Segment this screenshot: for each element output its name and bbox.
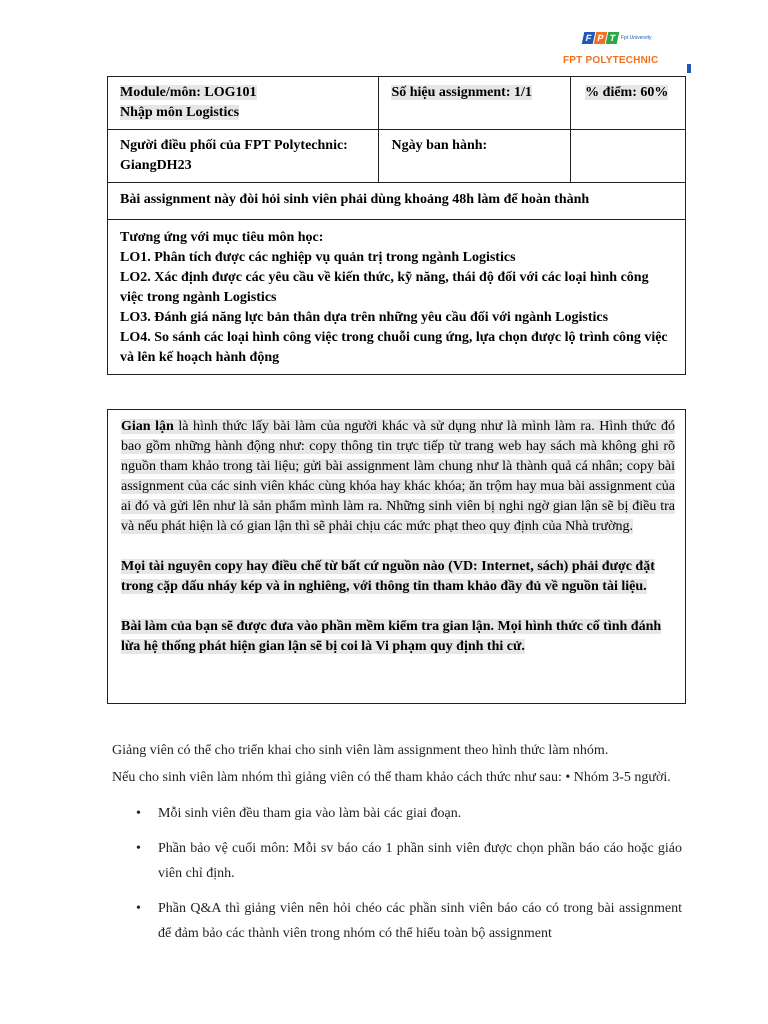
list-item [112, 896, 682, 946]
table-row [108, 130, 686, 183]
assignment-number: Số hiệu assignment: 1/1 [391, 85, 532, 100]
list-item [112, 836, 682, 886]
group-rules-list [112, 801, 682, 946]
module-cell [108, 77, 379, 130]
list-item-text: Phần bảo vệ cuối môn: Mỗi sv báo cáo 1 phần sinh viên được chọn phần báo cáo hoặc giáo viên chỉ định. [158, 841, 682, 881]
bullet-icon: • [136, 806, 141, 821]
objective-lo3: LO3. Đánh giá năng lực bản thân dựa trên những yêu cầu đối với ngành Logistics [120, 310, 609, 325]
paragraph-group-intro: Giảng viên có thể cho triển khai cho sinh viên làm assignment theo hình thức làm nhóm. [112, 743, 609, 758]
logo-letter-t: T [606, 32, 620, 44]
list-item-text: Phần Q&A thì giảng viên nên hỏi chéo các phần sinh viên báo cáo có trong bài assignment để đảm bảo các thành viên trong nhóm có thể hiểu toàn bộ assignment [158, 901, 682, 941]
fpt-logo-mark [583, 32, 618, 44]
text-cursor-marker [687, 64, 691, 73]
paragraph-group-guidance: Nếu cho sinh viên làm nhóm thì giảng viên có thể tham khảo cách thức như sau: • Nhóm 3-5 người. [112, 770, 671, 785]
table-row [108, 183, 686, 220]
bullet-icon: • [136, 901, 141, 916]
plagiarism-check-text: Bài làm của bạn sẽ được đưa vào phần mềm kiểm tra gian lận. Mọi hình thức cố tình đánh lừa hệ thống phát hiện gian lận sẽ bị coi là Vi phạm quy định thi cử. [121, 619, 662, 654]
objective-lo2: LO2. Xác định được các yêu cầu về kiến thức, kỹ năng, thái độ đối với các loại hình công việc trong ngành Logistics [120, 270, 649, 305]
duration-text: Bài assignment này đòi hỏi sinh viên phải dùng khoảng 48h làm để hoàn thành [120, 192, 590, 207]
duration-cell [108, 183, 686, 220]
logo-tagline: Fpt University [621, 35, 652, 41]
empty-cell [571, 130, 686, 183]
percent-score: % điểm: 60% [585, 85, 669, 100]
cheating-definition-text: là hình thức lấy bài làm của người khác và sử dụng như là mình làm ra. Hình thức đó bao gồm những hành động như: copy thông tin trực tiếp từ trang web hay sách mà không ghi rõ nguồn tham khảo trong tài liệu; gửi bài assignment làm chung như là thành quả cá nhân; copy bài assignment của các sinh viên khác cùng khóa hay khác khóa; ăn trộm hay mua bài assignment của ai đó và gửi lên như là sản phẩm mình làm ra. Những sinh viên bị nghi ngờ gian lận sẽ bị điều tra và nếu phát hiện là có gian lận thì sẽ phải chịu các mức phạt theo quy định của Nhà trường. [121, 419, 676, 534]
plagiarism-check-note [121, 617, 675, 657]
objectives-cell [108, 220, 686, 375]
objectives-title: Tương ứng với mục tiêu môn học: [120, 230, 324, 245]
logo-name: FPT POLYTECHNIC [563, 55, 659, 66]
cheating-policy-box [107, 409, 686, 704]
table-row [108, 220, 686, 375]
module-name: Nhập môn Logistics [120, 105, 240, 120]
issue-date-cell [379, 130, 571, 183]
assignment-number-cell [379, 77, 571, 130]
logo-letter-f: F [582, 32, 596, 44]
bullet-icon: • [136, 841, 141, 856]
coordinator-label: Người điều phối của FPT Polytechnic: [120, 138, 348, 153]
table-row [108, 77, 686, 130]
cheating-term: Gian lận [121, 419, 174, 434]
list-item [112, 801, 682, 826]
coordinator-cell [108, 130, 379, 183]
assignment-info-table [107, 76, 686, 375]
cheating-definition [121, 417, 675, 537]
percent-cell [571, 77, 686, 130]
issue-date-label: Ngày ban hành: [391, 138, 488, 153]
citation-rule-text: Mọi tài nguyên copy hay điều chế từ bất cứ nguồn nào (VD: Internet, sách) phải được đặt trong cặp dấu nháy kép và in nghiêng, với thông tin tham khảo đầy đủ về nguồn tài liệu. [121, 559, 655, 594]
fpt-polytechnic-logo [561, 28, 673, 72]
objective-lo1: LO1. Phân tích được các nghiệp vụ quản trị trong ngành Logistics [120, 250, 516, 265]
list-item-text: Mỗi sinh viên đều tham gia vào làm bài các giai đoạn. [158, 806, 462, 821]
objective-lo4: LO4. So sánh các loại hình công việc trong chuỗi cung ứng, lựa chọn được lộ trình công việc và lên kế hoạch hành động [120, 330, 668, 365]
logo-letter-p: P [594, 32, 608, 44]
citation-rule [121, 557, 675, 597]
coordinator-name: GiangDH23 [120, 158, 192, 173]
module-code: Module/môn: LOG101 [120, 85, 257, 100]
group-work-section [112, 737, 682, 956]
